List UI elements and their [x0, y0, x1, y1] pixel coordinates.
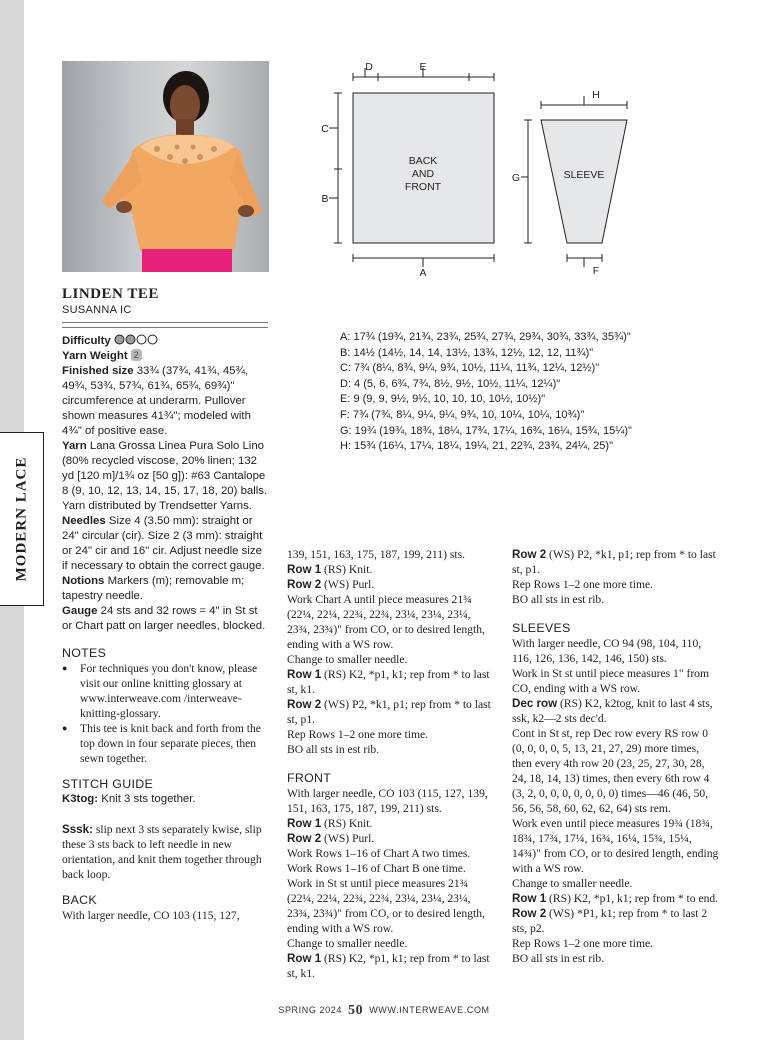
dim-label-a: A [419, 267, 427, 279]
dim-label-h: H [592, 89, 600, 101]
sleeve-st-st: Work in St st until piece measures 1" from CO, ending with a WS row. [512, 667, 709, 695]
model-photo [62, 61, 269, 272]
page-number: 50 [347, 1003, 364, 1018]
left-column [62, 334, 270, 923]
needles-label: Needles [62, 515, 106, 527]
sleeve-bind-off: BO all sts in est rib. [512, 952, 605, 965]
front-row2-text: (WS) Purl. [321, 832, 375, 845]
dim-label-d: D [365, 61, 373, 73]
sleeves-heading: SLEEVES [512, 621, 571, 635]
sleeve-row2-text: (WS) *P1, k1; rep from * to last 2 sts, p2. [512, 907, 708, 935]
dim-label-f: F [592, 265, 600, 277]
row2-text: (WS) Purl. [321, 578, 375, 591]
front-rib-row1-label: Row 1 [287, 952, 322, 965]
difficulty-label: Difficulty [62, 335, 111, 347]
title-rule [62, 322, 268, 328]
row2-label: Row 2 [287, 578, 322, 591]
finished-size-label: Finished size [62, 365, 134, 377]
front-rib-row1-text: (RS) K2, *p1, k1; rep from * to last st, k1. [287, 952, 490, 980]
front-row2-label: Row 2 [287, 832, 322, 845]
sleeve-piece [541, 120, 627, 243]
front-chart-b: Work Rows 1–16 of Chart B one time. [287, 862, 466, 875]
notes-list [62, 661, 270, 766]
needles-text: Size 4 (3.50 mm): straight or 24" circular (cir). Size 2 (3 mm): straight or 24" cir and 16" cir. Adjust needle size if necessary to obtain the correct gauge. [62, 515, 265, 572]
back-front-label-3: FRONT [404, 181, 442, 193]
back-bind-off: BO all sts in est rib. [287, 743, 380, 756]
back-rep-rows: Rep Rows 1–2 one more time. [287, 728, 429, 741]
section-tab-label: MODERN LACE [13, 456, 30, 582]
front-heading: FRONT [287, 771, 332, 785]
front-row1-text: (RS) Knit. [321, 817, 373, 830]
difficulty-rating-icon [114, 334, 158, 345]
back-chart-text: Work Chart A until piece measures 21¾ (22¼, 22¼, 22¾, 22¾, 23¼, 23¼, 23¼, 23¾, 23¾)" from CO, or to desired length, ending with a WS row. [287, 593, 485, 651]
back-heading: BACK [62, 893, 97, 907]
sleeve-row1-label: Row 1 [512, 892, 547, 905]
model-illustration [62, 61, 269, 272]
gauge-text: 24 sts and 32 rows = 4" in St st or Chart patt on larger needles, blocked. [62, 605, 266, 632]
front-cast-on: With larger needle, CO 103 (115, 127, 139, 151, 163, 175, 187, 199, 211) sts. [287, 787, 488, 815]
sleeve-row2-label: Row 2 [512, 907, 547, 920]
dim-label-b: B [321, 193, 329, 205]
front-rib-row2-text: (WS) P2, *k1, p1; rep from * to last st, p1. [512, 548, 716, 576]
website-link[interactable]: WWW.INTERWEAVE.COM [369, 1005, 490, 1015]
measurement-e: E: 9 (9, 9, 9½, 9½, 10, 10, 10, 10½, 10½)" [340, 393, 546, 406]
sleeve-label: SLEEVE [563, 169, 605, 181]
front-chart-a: Work Rows 1–16 of Chart A two times. [287, 847, 471, 860]
dec-row-text: (RS) K2, k2tog, knit to last 4 sts, ssk, k2—2 sts dec'd. [512, 697, 713, 725]
issue-label: SPRING 2024 [278, 1005, 342, 1015]
yarn-weight-badge: 2 [131, 349, 142, 361]
sssk-text: slip next 3 sts separately kwise, slip these 3 sts back to left needle in new orientation, and knit them together through back loop. [62, 823, 262, 881]
sleeve-work-even: Work even until piece measures 19¾ (18¾, 18¾, 17¾, 17¼, 16¾, 16¼, 15¾, 15¼, 14¾)" from CO, or to desired length, ending with a WS row. [512, 817, 719, 875]
k3tog-text: Knit 3 sts together. [98, 793, 196, 805]
row1-label: Row 1 [287, 563, 322, 576]
front-change-needle: Change to smaller needle. [287, 937, 408, 950]
measurements-list [340, 330, 632, 455]
notions-text: Markers (m); removable m; tapestry needle. [62, 575, 245, 602]
back-front-label-1: BACK [408, 155, 438, 167]
measurement-c: C: 7¾ (8¼, 8¾, 9¼, 9¾, 10½, 11¼, 11¾, 12¼, 12½)" [340, 362, 600, 375]
pattern-title: LINDEN TEE [62, 286, 159, 302]
k3tog-label: K3tog: [62, 793, 99, 805]
measurement-g: G: 19¾ (19¾, 18¾, 18¼, 17¾, 17¼, 16¾, 16¼, 15¾, 15¼)" [340, 424, 632, 437]
yarn-text: Lana Grossa Linea Pura Solo Lino (80% recycled viscose, 20% linen; 132 yd [120 m]/1¾ oz [50 g]): #63 Cantalope 8 (9, 10, 12, 13, 14, 15, 17, 18, 20) balls. Yarn distributed by Trendsetter Yarns. [62, 440, 268, 512]
sleeve-rep-rows: Rep Rows 1–2 one more time. [512, 937, 654, 950]
stitch-guide-heading: STITCH GUIDE [62, 777, 154, 791]
rib-row2-text: (WS) P2, *k1, p1; rep from * to last st, p1. [287, 698, 491, 726]
sleeve-change-needle: Change to smaller needle. [512, 877, 633, 890]
back-cont-text: 139, 151, 163, 175, 187, 199, 211) sts. [287, 548, 465, 561]
note-item: ● For techniques you don't know, please visit our online knitting glossary at www.interweave.com /interweave-knitting-glossary. [62, 661, 270, 721]
front-rep-rows: Rep Rows 1–2 one more time. [512, 578, 654, 591]
designer-name: SUSANNA IC [62, 304, 132, 316]
rib-row2-label: Row 2 [287, 698, 322, 711]
back-front-label-2: AND [411, 168, 435, 180]
measurement-a: A: 17¾ (19¾, 21¾, 23¾, 25¾, 27¾, 29¾, 30¾, 33¾, 35¾)" [340, 331, 631, 343]
note-item: ● This tee is knit back and forth from the top down in four separate pieces, then sewn together. [62, 721, 270, 766]
yarn-weight-label: Yarn Weight [62, 350, 128, 362]
dim-label-g: G [511, 172, 521, 184]
measurement-f: F: 7¾ (7¾, 8¼, 9¼, 9¼, 9¾, 10, 10¼, 10¼, 10¾)" [340, 408, 585, 421]
back-text: With larger needle, CO 103 (115, 127, [62, 909, 240, 922]
sleeve-row1-text: (RS) K2, *p1, k1; rep from * to end. [546, 892, 719, 905]
middle-column [287, 547, 495, 981]
right-column [512, 547, 720, 966]
front-bind-off: BO all sts in est rib. [512, 593, 605, 606]
measurement-d: D: 4 (5, 6, 6¾, 7¾, 8½, 9½, 10½, 11¼, 12¼)" [340, 377, 561, 390]
dim-label-c: C [321, 123, 329, 135]
schematic-diagram [316, 56, 646, 280]
sssk-label: Sssk: [62, 823, 93, 836]
front-st-st: Work in St st until piece measures 21¾ (22¼, 22¼, 22¾, 22¾, 23¼, 23¼, 23¼, 23¾, 23¾)" from CO, or to desired length, ending with a WS row. [287, 877, 485, 935]
back-change-needle: Change to smaller needle. [287, 653, 408, 666]
front-row1-label: Row 1 [287, 817, 322, 830]
measurement-h: H: 15¾ (16¼, 17¼, 18¼, 19¼, 21, 22¾, 23¾, 24¼, 25)" [340, 440, 613, 453]
dim-label-e: E [419, 61, 427, 73]
rib-row1-text: (RS) K2, *p1, k1; rep from * to last st, k1. [287, 668, 490, 696]
sleeve-cast-on: With larger needle, CO 94 (98, 104, 110, 116, 126, 136, 142, 146, 150) sts. [512, 637, 702, 665]
front-rib-row2-label: Row 2 [512, 548, 547, 561]
row1-text: (RS) Knit. [321, 563, 373, 576]
notions-label: Notions [62, 575, 105, 587]
measurement-b: B: 14½ (14½, 14, 14, 13½, 13¾, 12½, 12, 12, 11¾)" [340, 346, 594, 359]
rib-row1-label: Row 1 [287, 668, 322, 681]
yarn-label: Yarn [62, 440, 87, 452]
notes-heading: NOTES [62, 646, 107, 660]
dec-row-label: Dec row [512, 697, 558, 710]
finished-size-text: 33¾ (37¾, 41¾, 45¾, 49¾, 53¾, 57¾, 61¾, 65¾, 69¾)" circumference at underarm. Pullover shown measures 41¾"; modeled with 4¾" of positive ease. [62, 365, 251, 437]
sleeve-decreases: Cont in St st, rep Dec row every RS row 0 (0, 0, 0, 0, 5, 13, 21, 27, 29) more times, then every 4th row 20 (23, 25, 27, 30, 28, 24, 18, 14, 13) times, then every 6th row 4 (3, 2, 0, 0, 0, 0, 0, 0, 0) times—46 (46, 50, 56, 56, 58, 60, 62, 62, 64) sts rem. [512, 727, 710, 815]
gauge-label: Gauge [62, 605, 98, 617]
page-footer [0, 1003, 768, 1019]
